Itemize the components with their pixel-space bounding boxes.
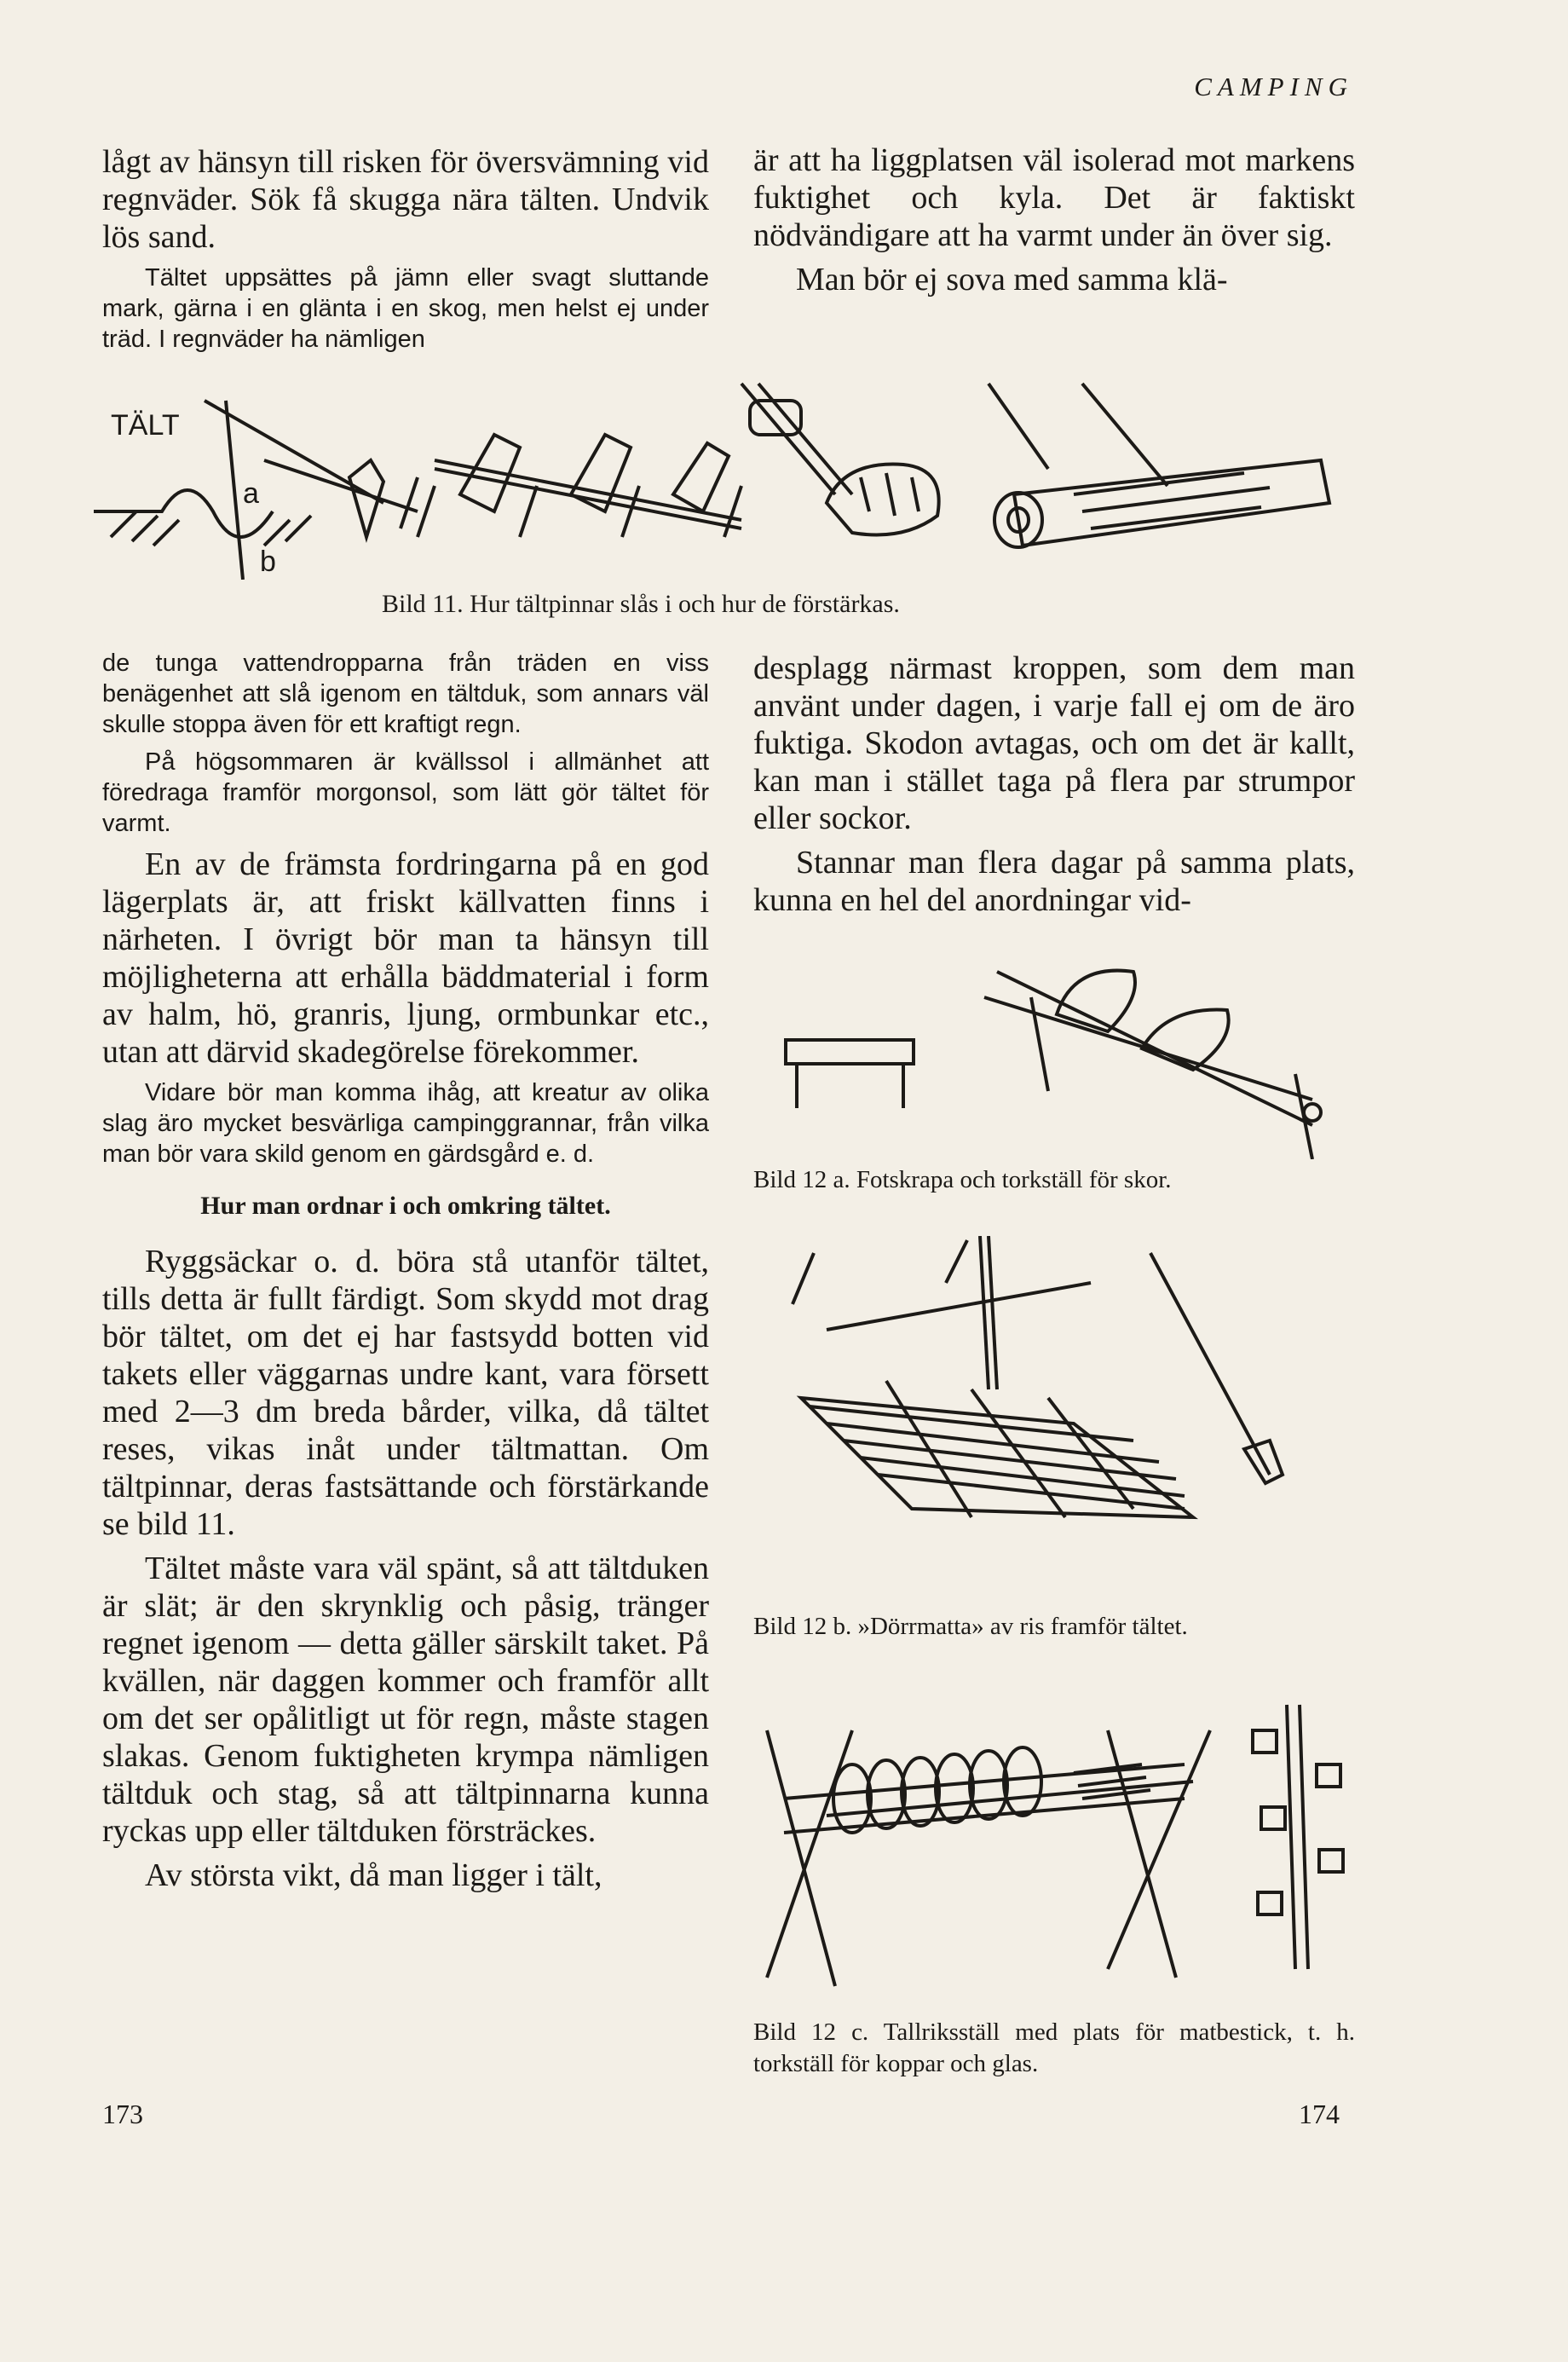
right-body-column [753,650,1355,926]
paragraph: lågt av hänsyn till risken för översvämning vid regnväder. Sök få skugga nära tälten. Undvik lös sand. [102,144,709,255]
figure-12a-caption: Bild 12 a. Fotskrapa och torkställ för skor. [753,1166,1172,1193]
figure-12b-illustration [750,1236,1346,1560]
paragraph: desplagg närmast kroppen, som dem man använt under dagen, i varje fall ej om de äro fuktiga. Skodon avtagas, och om det är kallt, kan man i stället taga på flera par strumpor eller sockor. [753,650,1355,836]
paragraph: de tunga vattendropparna från träden en viss benägenhet att slå igenom en tältduk, som annars väl skulle stoppa även för ett kraftigt regn. [102,650,709,738]
paragraph: En av de främsta fordringarna på en god lägerplats är, att friskt källvatten finns i närheten. I övrigt bör man ta hänsyn till möjligheterna att erhålla bäddmaterial i form av halm, hö, granris, ljung, ormbunkar etc., utan att därvid skadegörelse förekommer. [102,846,709,1070]
paragraph: Tältet uppsättes på jämn eller svagt sluttande mark, gärna i en glänta i en skog, men helst ej under träd. I regnväder ha nämligen [102,264,709,353]
figure-12b-caption: Bild 12 b. »Dörrmatta» av ris framför tältet. [753,1613,1188,1640]
paragraph: är att ha liggplatsen väl isolerad mot markens fuktighet och kyla. Det är faktiskt nödvändigare att ha varmt under än över sig. [753,142,1355,253]
figure-11-caption: Bild 11. Hur tältpinnar slås i och hur de förstärkas. [382,590,900,618]
label-b: b [260,546,276,578]
paragraph: Vidare bör man komma ihåg, att kreatur av olika slag äro mycket besvärliga campinggrannar, från vilka man bör vara skild genom en gärdsgård e. d. [102,1079,709,1168]
paragraph: Tältet måste vara väl spänt, så att tältduken är slät; är den skrynklig och påsig, tränger regnet igenom — detta gäller särskilt taket. På kvällen, när daggen kommer och framför allt om det ser opålitligt ut för regn, måste stagen slakas. Genom fuktigheten krympa nämligen tältduk och stag, så att tältpinnarna kunna ryckas upp eller tältduken försträckes. [102,1551,709,1849]
paragraph: På högsommaren är kvällssol i allmänhet att föredraga framför morgonsol, som lätt gör tältet för varmt. [102,748,709,837]
paragraph: Av största vikt, då man ligger i tält, [145,1857,602,1893]
right-top-column [753,141,1355,305]
left-top-column [102,143,709,361]
label-tent: TÄLT [111,409,180,442]
page-number-left: 173 [102,2099,143,2129]
paragraph: Stannar man flera dagar på samma plats, kunna en hel del anordningar vid- [753,845,1355,918]
figure-12c-caption: Bild 12 c. Tallriksställ med plats för matbestick, t. h. torkställ för koppar och glas. [753,2018,1355,2077]
paragraph: Man bör ej sova med samma klä- [796,262,1228,297]
figure-11-illustration [94,367,1372,580]
running-header: CAMPING [1194,72,1353,101]
paragraph: Ryggsäckar o. d. böra stå utanför tältet, tills detta är fullt färdigt. Som skydd mot drag bör tältet, om det ej har fastsydd botten vid takets eller väggarnas undre kant, vara försett med 2—3 dm breda bårder, vilka, då tältet reses, vikas inåt under tältmattan. Om tältpinnar, deras fastsättande och förstärkande se bild 11. [102,1244,709,1542]
left-body-column [102,648,709,1901]
section-heading: Hur man ordnar i och omkring tältet. [200,1192,611,1220]
figure-12a-illustration [767,946,1355,1159]
page-number-right: 174 [1299,2099,1340,2129]
label-a: a [243,477,259,510]
figure-12c-illustration [750,1696,1346,2012]
